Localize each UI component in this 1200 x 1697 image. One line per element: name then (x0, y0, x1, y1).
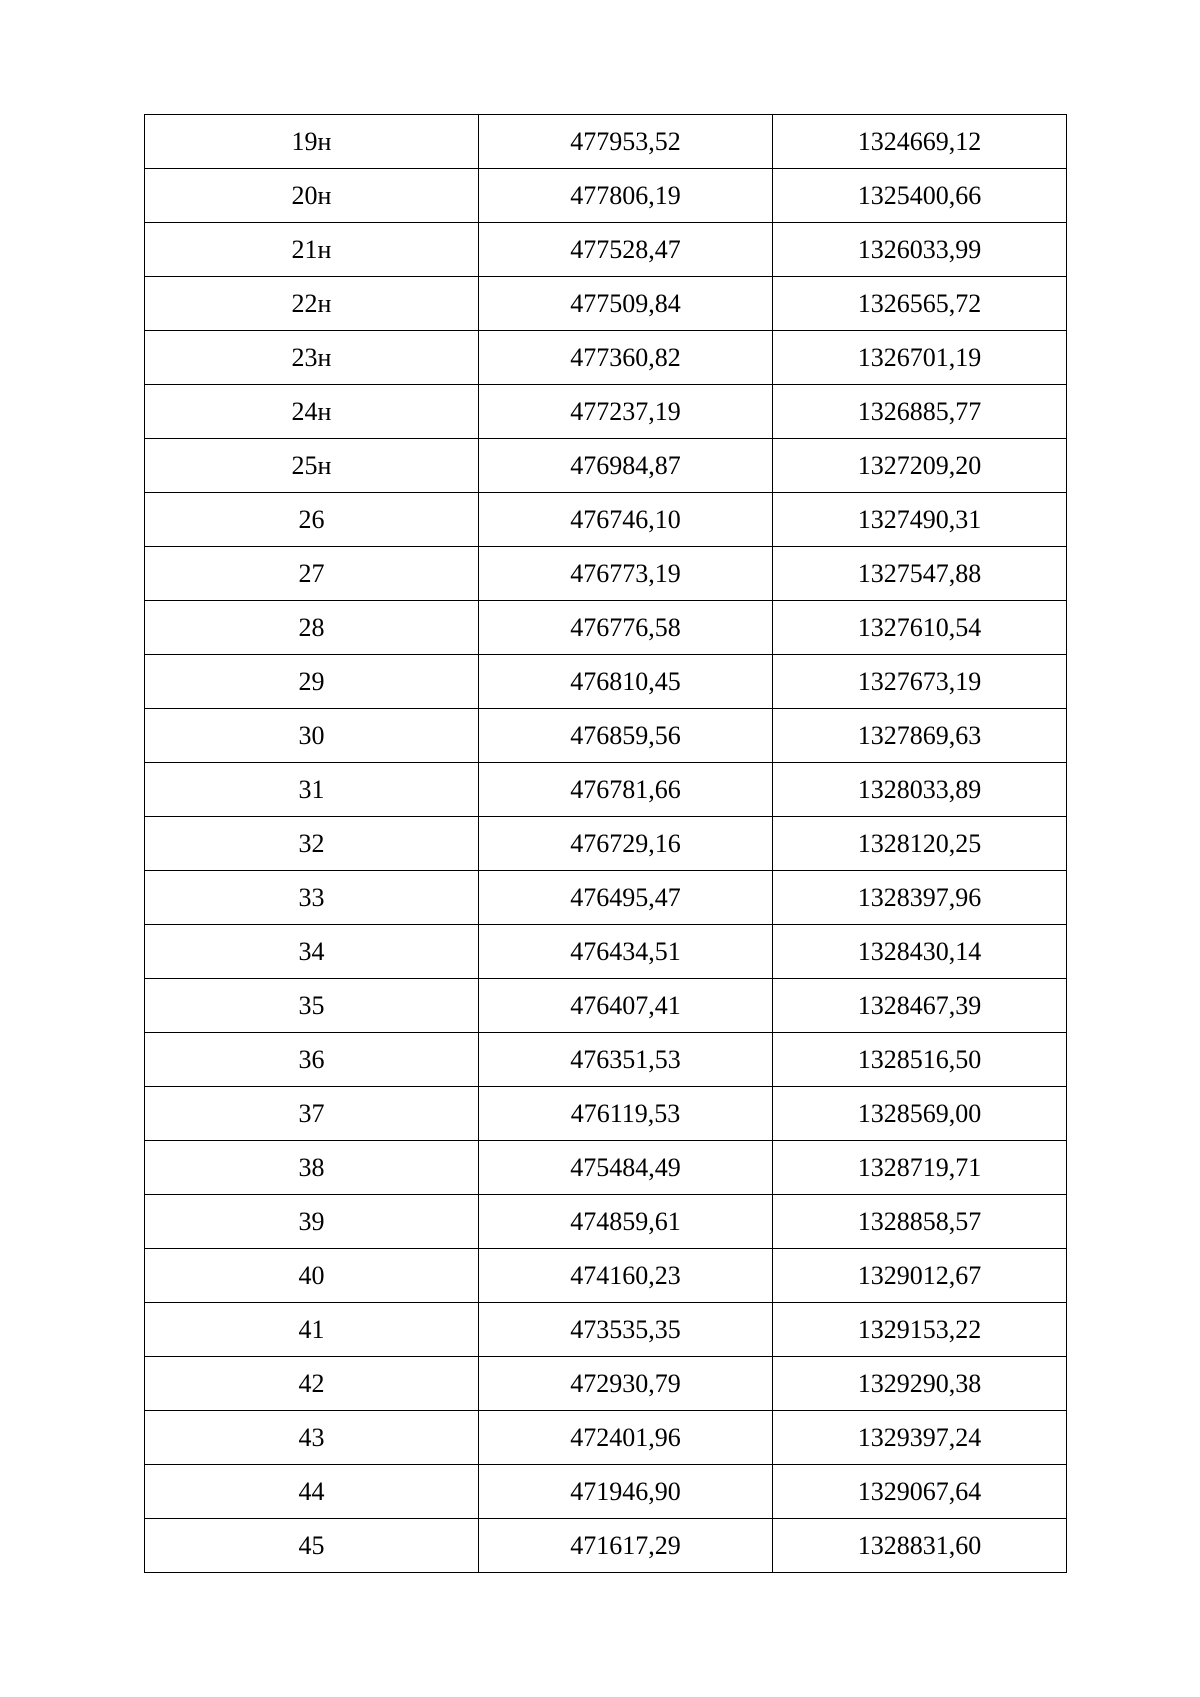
y-coordinate-cell: 1326033,99 (773, 223, 1067, 277)
y-coordinate-cell: 1327490,31 (773, 493, 1067, 547)
x-coordinate-cell: 477360,82 (479, 331, 773, 385)
coordinates-table (144, 114, 1067, 1573)
point-number-cell: 25н (145, 439, 479, 493)
point-number-cell: 33 (145, 871, 479, 925)
point-number-cell: 40 (145, 1249, 479, 1303)
y-coordinate-cell: 1326565,72 (773, 277, 1067, 331)
table-row (145, 1357, 1067, 1411)
table-row (145, 547, 1067, 601)
table-row (145, 1141, 1067, 1195)
table-row (145, 493, 1067, 547)
point-number-cell: 29 (145, 655, 479, 709)
point-number-cell: 38 (145, 1141, 479, 1195)
coordinates-table-body (145, 115, 1067, 1573)
table-row (145, 169, 1067, 223)
y-coordinate-cell: 1325400,66 (773, 169, 1067, 223)
y-coordinate-cell: 1328569,00 (773, 1087, 1067, 1141)
table-row (145, 655, 1067, 709)
table-row (145, 385, 1067, 439)
table-row (145, 709, 1067, 763)
x-coordinate-cell: 476729,16 (479, 817, 773, 871)
y-coordinate-cell: 1324669,12 (773, 115, 1067, 169)
y-coordinate-cell: 1328516,50 (773, 1033, 1067, 1087)
x-coordinate-cell: 474160,23 (479, 1249, 773, 1303)
table-row (145, 817, 1067, 871)
point-number-cell: 31 (145, 763, 479, 817)
x-coordinate-cell: 476773,19 (479, 547, 773, 601)
x-coordinate-cell: 476776,58 (479, 601, 773, 655)
y-coordinate-cell: 1328120,25 (773, 817, 1067, 871)
y-coordinate-cell: 1327673,19 (773, 655, 1067, 709)
y-coordinate-cell: 1329067,64 (773, 1465, 1067, 1519)
y-coordinate-cell: 1329153,22 (773, 1303, 1067, 1357)
point-number-cell: 26 (145, 493, 479, 547)
x-coordinate-cell: 476810,45 (479, 655, 773, 709)
point-number-cell: 22н (145, 277, 479, 331)
point-number-cell: 41 (145, 1303, 479, 1357)
x-coordinate-cell: 476119,53 (479, 1087, 773, 1141)
y-coordinate-cell: 1328430,14 (773, 925, 1067, 979)
table-row (145, 763, 1067, 817)
table-row (145, 1465, 1067, 1519)
x-coordinate-cell: 472930,79 (479, 1357, 773, 1411)
x-coordinate-cell: 476495,47 (479, 871, 773, 925)
point-number-cell: 28 (145, 601, 479, 655)
point-number-cell: 37 (145, 1087, 479, 1141)
y-coordinate-cell: 1326885,77 (773, 385, 1067, 439)
y-coordinate-cell: 1328858,57 (773, 1195, 1067, 1249)
point-number-cell: 21н (145, 223, 479, 277)
y-coordinate-cell: 1328397,96 (773, 871, 1067, 925)
y-coordinate-cell: 1328033,89 (773, 763, 1067, 817)
table-row (145, 1087, 1067, 1141)
x-coordinate-cell: 477806,19 (479, 169, 773, 223)
y-coordinate-cell: 1329290,38 (773, 1357, 1067, 1411)
x-coordinate-cell: 477509,84 (479, 277, 773, 331)
table-row (145, 925, 1067, 979)
table-row (145, 331, 1067, 385)
table-row (145, 1249, 1067, 1303)
x-coordinate-cell: 476746,10 (479, 493, 773, 547)
table-row (145, 439, 1067, 493)
x-coordinate-cell: 477528,47 (479, 223, 773, 277)
point-number-cell: 42 (145, 1357, 479, 1411)
y-coordinate-cell: 1328719,71 (773, 1141, 1067, 1195)
x-coordinate-cell: 477953,52 (479, 115, 773, 169)
table-row (145, 277, 1067, 331)
table-row (145, 1195, 1067, 1249)
x-coordinate-cell: 475484,49 (479, 1141, 773, 1195)
table-row (145, 1519, 1067, 1573)
x-coordinate-cell: 476407,41 (479, 979, 773, 1033)
x-coordinate-cell: 472401,96 (479, 1411, 773, 1465)
x-coordinate-cell: 476781,66 (479, 763, 773, 817)
y-coordinate-cell: 1328831,60 (773, 1519, 1067, 1573)
point-number-cell: 27 (145, 547, 479, 601)
y-coordinate-cell: 1326701,19 (773, 331, 1067, 385)
table-row (145, 1411, 1067, 1465)
y-coordinate-cell: 1327209,20 (773, 439, 1067, 493)
y-coordinate-cell: 1329397,24 (773, 1411, 1067, 1465)
x-coordinate-cell: 477237,19 (479, 385, 773, 439)
y-coordinate-cell: 1327869,63 (773, 709, 1067, 763)
y-coordinate-cell: 1327547,88 (773, 547, 1067, 601)
x-coordinate-cell: 473535,35 (479, 1303, 773, 1357)
y-coordinate-cell: 1329012,67 (773, 1249, 1067, 1303)
table-row (145, 1033, 1067, 1087)
table-row (145, 223, 1067, 277)
table-row (145, 601, 1067, 655)
point-number-cell: 24н (145, 385, 479, 439)
table-row (145, 979, 1067, 1033)
x-coordinate-cell: 471946,90 (479, 1465, 773, 1519)
point-number-cell: 20н (145, 169, 479, 223)
y-coordinate-cell: 1328467,39 (773, 979, 1067, 1033)
point-number-cell: 43 (145, 1411, 479, 1465)
x-coordinate-cell: 474859,61 (479, 1195, 773, 1249)
x-coordinate-cell: 471617,29 (479, 1519, 773, 1573)
point-number-cell: 36 (145, 1033, 479, 1087)
point-number-cell: 19н (145, 115, 479, 169)
point-number-cell: 32 (145, 817, 479, 871)
point-number-cell: 35 (145, 979, 479, 1033)
x-coordinate-cell: 476434,51 (479, 925, 773, 979)
table-row (145, 115, 1067, 169)
point-number-cell: 39 (145, 1195, 479, 1249)
x-coordinate-cell: 476351,53 (479, 1033, 773, 1087)
point-number-cell: 45 (145, 1519, 479, 1573)
y-coordinate-cell: 1327610,54 (773, 601, 1067, 655)
x-coordinate-cell: 476984,87 (479, 439, 773, 493)
table-row (145, 871, 1067, 925)
point-number-cell: 34 (145, 925, 479, 979)
point-number-cell: 44 (145, 1465, 479, 1519)
table-row (145, 1303, 1067, 1357)
x-coordinate-cell: 476859,56 (479, 709, 773, 763)
point-number-cell: 23н (145, 331, 479, 385)
point-number-cell: 30 (145, 709, 479, 763)
